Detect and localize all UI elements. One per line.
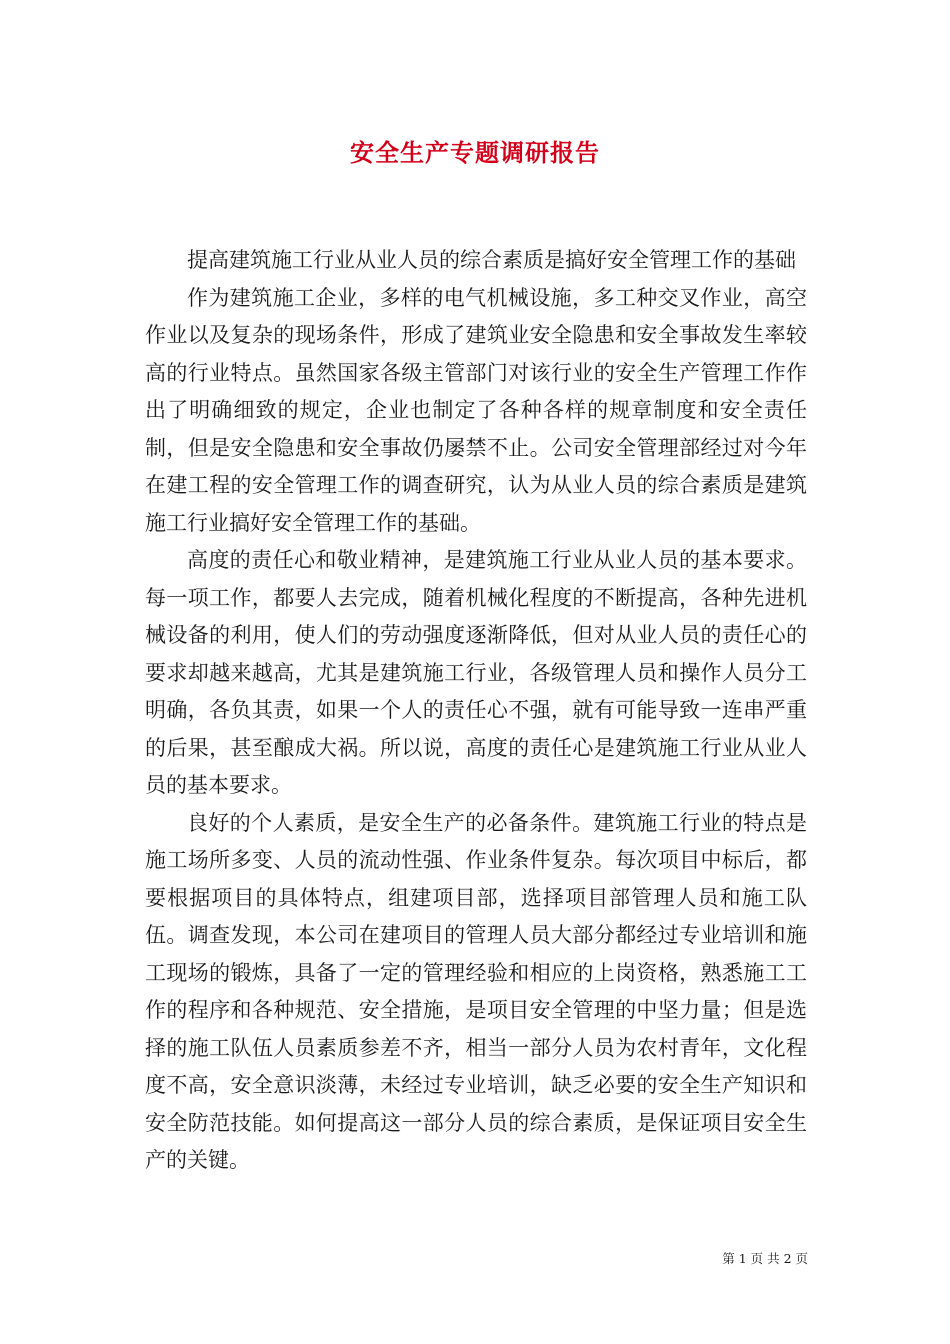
body-paragraph: 高度的责任心和敬业精神，是建筑施工行业从业人员的基本要求。每一项工作，都要人去完成，随着机械化程度的不断提高，各种先进机械设备的利用，使人们的劳动强度逐渐降低，但对从业人员的责任心的要求却越来越高，尤其是建筑施工行业，各级管理人员和操作人员分工明确，各负其责，如果一个人的责任心不强，就有可能导致一连串严重的后果，甚至酿成大祸。所以说，高度的责任心是建筑施工行业从业人员的基本要求。 [145,548,807,797]
body-paragraph: 作为建筑施工企业，多样的电气机械设施，多工种交叉作业，高空作业以及复杂的现场条件，形成了建筑业安全隐患和安全事故发生率较高的行业特点。虽然国家各级主管部门对该行业的安全生产管理工作作出了明确细致的规定，企业也制定了各种各样的规章制度和安全责任制，但是安全隐患和安全事故仍屡禁不止。公司安全管理部经过对今年在建工程的安全管理工作的调查研究，认为从业人员的综合素质是建筑施工行业搞好安全管理工作的基础。 [145,285,807,535]
section-heading: 提高建筑施工行业从业人员的综合素质是搞好安全管理工作的基础 [187,248,796,272]
document-body [145,242,807,1180]
page-number: 第 1 页 共 2 页 [722,1251,808,1266]
page-title: 安全生产专题调研报告 [350,138,600,167]
body-paragraph: 良好的个人素质，是安全生产的必备条件。建筑施工行业的特点是施工场所多变、人员的流动性强、作业条件复杂。每次项目中标后，都要根据项目的具体特点，组建项目部，选择项目部管理人员和施工队伍。调查发现，本公司在建项目的管理人员大部分都经过专业培训和施工现场的锻炼，具备了一定的管理经验和相应的上岗资格，熟悉施工工作的程序和各种规范、安全措施，是项目安全管理的中坚力量；但是选择的施工队伍人员素质参差不齐，相当一部分人员为农村青年，文化程度不高，安全意识淡薄，未经过专业培训，缺乏必要的安全生产知识和安全防范技能。如何提高这一部分人员的综合素质，是保证项目安全生产的关键。 [145,810,807,1172]
